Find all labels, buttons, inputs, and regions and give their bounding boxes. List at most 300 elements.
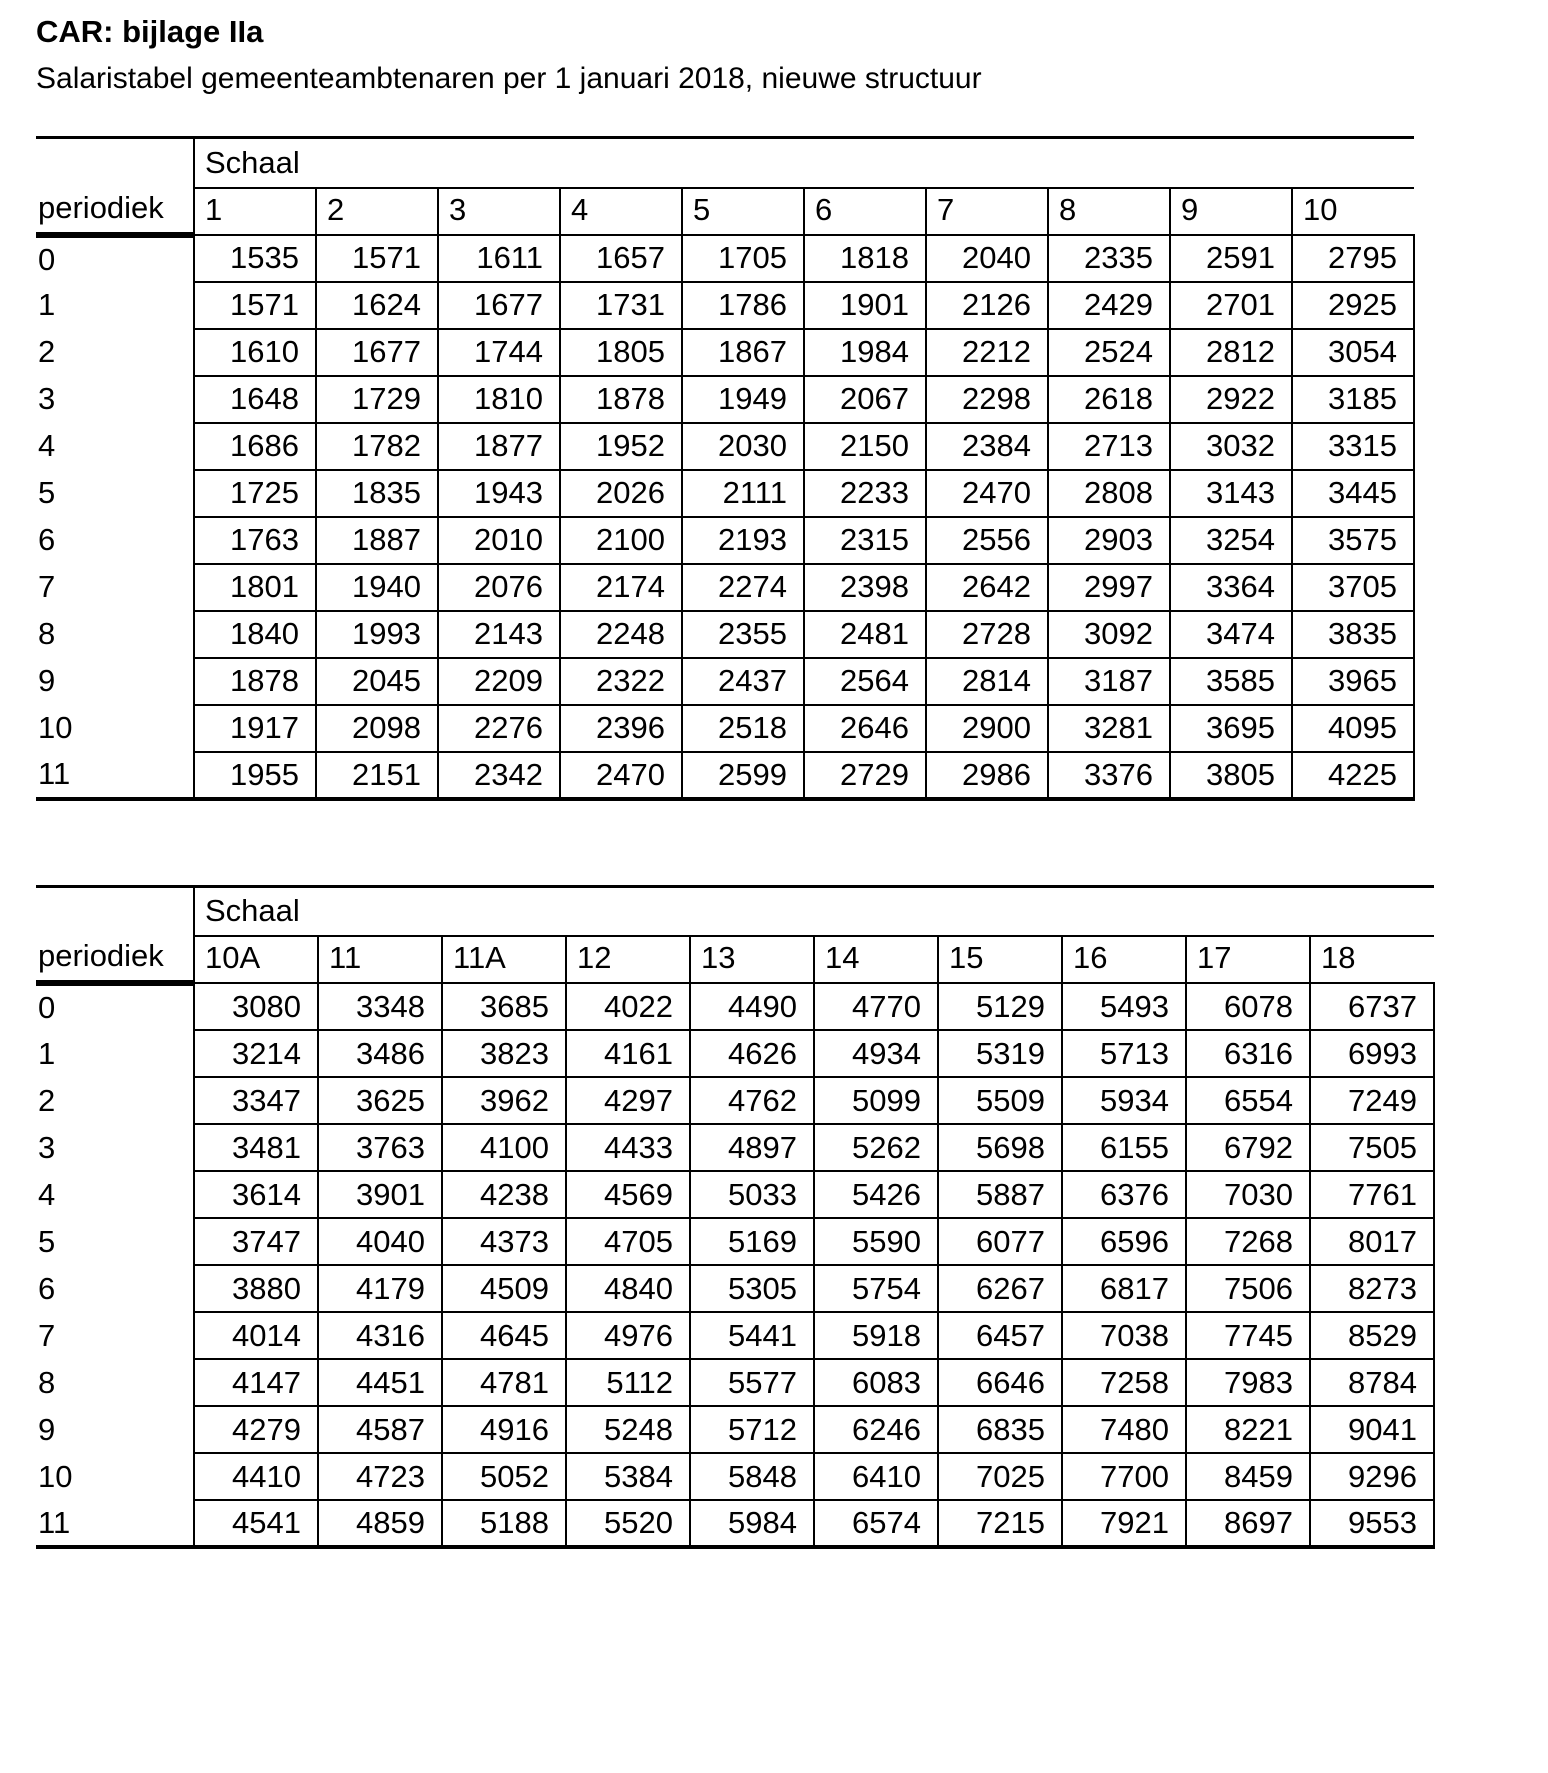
salary-value-cell: 4161: [566, 1030, 690, 1077]
salary-value-cell: 1624: [316, 282, 438, 329]
salary-value-cell: 4705: [566, 1218, 690, 1265]
salary-value-cell: 4859: [318, 1500, 442, 1547]
salary-value-cell: 1744: [438, 329, 560, 376]
salary-value-cell: 2808: [1048, 470, 1170, 517]
salary-value-cell: 3143: [1170, 470, 1292, 517]
periodiek-row-label: 0: [38, 990, 56, 1026]
salary-value-cell: 5520: [566, 1500, 690, 1547]
salary-value-cell: 3901: [318, 1171, 442, 1218]
periodiek-row-label: 6: [38, 1270, 56, 1306]
salary-value-cell: 5248: [566, 1406, 690, 1453]
salary-value-cell: 6792: [1186, 1124, 1310, 1171]
salary-value-cell: 2729: [804, 752, 926, 799]
periodiek-row-label: 7: [38, 569, 56, 605]
salary-value-cell: 6817: [1062, 1265, 1186, 1312]
salary-value-cell: 1782: [316, 423, 438, 470]
salary-value-cell: 2437: [682, 658, 804, 705]
salary-value-cell: 3965: [1292, 658, 1414, 705]
salary-value-cell: 3962: [442, 1077, 566, 1124]
salary-value-cell: 2045: [316, 658, 438, 705]
salary-value-cell: 2903: [1048, 517, 1170, 564]
salary-value-cell: 1763: [194, 517, 316, 564]
salary-value-cell: 2342: [438, 752, 560, 799]
salary-value-cell: 7268: [1186, 1218, 1310, 1265]
salary-value-cell: 6077: [938, 1218, 1062, 1265]
salary-value-cell: 5441: [690, 1312, 814, 1359]
salary-value-cell: 6083: [814, 1359, 938, 1406]
salary-value-cell: 1686: [194, 423, 316, 470]
salary-value-cell: 2396: [560, 705, 682, 752]
salary-value-cell: 2470: [560, 752, 682, 799]
salary-value-cell: 3315: [1292, 423, 1414, 470]
salary-value-cell: 5384: [566, 1453, 690, 1500]
salary-value-cell: 1611: [438, 235, 560, 282]
corner-spacer: [36, 138, 194, 188]
salary-value-cell: 3185: [1292, 376, 1414, 423]
salary-value-cell: 2067: [804, 376, 926, 423]
salary-value-cell: 4095: [1292, 705, 1414, 752]
salary-value-cell: 6646: [938, 1359, 1062, 1406]
schaal-column-header: 14: [814, 936, 938, 983]
table-row: [36, 376, 1414, 423]
schaal-column-header: 9: [1170, 188, 1292, 235]
table-row: [36, 611, 1414, 658]
salary-value-cell: 2922: [1170, 376, 1292, 423]
salary-value-cell: 2795: [1292, 235, 1414, 282]
salary-value-cell: 1878: [194, 658, 316, 705]
salary-value-cell: 8273: [1310, 1265, 1434, 1312]
salary-value-cell: 4587: [318, 1406, 442, 1453]
salary-value-cell: 3080: [194, 983, 318, 1030]
table-row: [36, 1077, 1434, 1124]
salary-value-cell: 3614: [194, 1171, 318, 1218]
table-row: [36, 470, 1414, 517]
salary-value-cell: 2384: [926, 423, 1048, 470]
schaal-column-header: 13: [690, 936, 814, 983]
salary-value-cell: 1725: [194, 470, 316, 517]
salary-value-cell: 3348: [318, 983, 442, 1030]
salary-value-cell: 2814: [926, 658, 1048, 705]
periodiek-row-label: 11: [36, 752, 194, 799]
salary-value-cell: 4022: [566, 983, 690, 1030]
table-row: [36, 1218, 1434, 1265]
salary-value-cell: 4238: [442, 1171, 566, 1218]
salary-value-cell: 2040: [926, 235, 1048, 282]
salary-value-cell: 5984: [690, 1500, 814, 1547]
salary-value-cell: 3092: [1048, 611, 1170, 658]
salary-value-cell: 3585: [1170, 658, 1292, 705]
schaal-column-header: 10A: [194, 936, 318, 983]
salary-value-cell: 1955: [194, 752, 316, 799]
salary-value-cell: 4100: [442, 1124, 566, 1171]
salary-value-cell: 4934: [814, 1030, 938, 1077]
periodiek-row-label: 6: [38, 522, 56, 558]
salary-value-cell: 2900: [926, 705, 1048, 752]
salary-value-cell: 2701: [1170, 282, 1292, 329]
salary-value-cell: 2564: [804, 658, 926, 705]
salary-value-cell: 4014: [194, 1312, 318, 1359]
salary-value-cell: 5754: [814, 1265, 938, 1312]
salary-value-cell: 8784: [1310, 1359, 1434, 1406]
salary-value-cell: 1731: [560, 282, 682, 329]
table-row: [36, 423, 1414, 470]
salary-value-cell: 2274: [682, 564, 804, 611]
salary-value-cell: 8221: [1186, 1406, 1310, 1453]
salary-value-cell: 4626: [690, 1030, 814, 1077]
salary-value-cell: 5099: [814, 1077, 938, 1124]
salary-value-cell: 3187: [1048, 658, 1170, 705]
salary-value-cell: 2618: [1048, 376, 1170, 423]
salary-value-cell: 5493: [1062, 983, 1186, 1030]
periodiek-row-label: 9: [38, 1411, 56, 1447]
salary-value-cell: 3347: [194, 1077, 318, 1124]
salary-value-cell: 3747: [194, 1218, 318, 1265]
salary-value-cell: 2298: [926, 376, 1048, 423]
salary-value-cell: 7215: [938, 1500, 1062, 1547]
salary-value-cell: 4490: [690, 983, 814, 1030]
salary-value-cell: 3695: [1170, 705, 1292, 752]
salary-value-cell: 6596: [1062, 1218, 1186, 1265]
salary-value-cell: 4645: [442, 1312, 566, 1359]
salary-value-cell: 4279: [194, 1406, 318, 1453]
salary-value-cell: 3685: [442, 983, 566, 1030]
salary-value-cell: 2524: [1048, 329, 1170, 376]
salary-value-cell: 1705: [682, 235, 804, 282]
schaal-column-header: 16: [1062, 936, 1186, 983]
salary-value-cell: 5262: [814, 1124, 938, 1171]
salary-value-cell: 1940: [316, 564, 438, 611]
periodiek-header: periodiek: [36, 188, 194, 235]
salary-value-cell: 5319: [938, 1030, 1062, 1077]
table-row: [36, 517, 1414, 564]
salary-value-cell: 3763: [318, 1124, 442, 1171]
salary-value-cell: 2111: [682, 470, 804, 517]
salary-value-cell: 9553: [1310, 1500, 1434, 1547]
salary-value-cell: 7025: [938, 1453, 1062, 1500]
salary-value-cell: 3281: [1048, 705, 1170, 752]
salary-value-cell: 2233: [804, 470, 926, 517]
salary-value-cell: 1805: [560, 329, 682, 376]
schaal-column-header: 7: [926, 188, 1048, 235]
salary-value-cell: 2174: [560, 564, 682, 611]
salary-value-cell: 2030: [682, 423, 804, 470]
salary-value-cell: 2591: [1170, 235, 1292, 282]
schaal-column-header: 8: [1048, 188, 1170, 235]
salary-value-cell: 6835: [938, 1406, 1062, 1453]
periodiek-row-label: 7: [38, 1317, 56, 1353]
salary-value-cell: 3805: [1170, 752, 1292, 799]
salary-value-cell: 5112: [566, 1359, 690, 1406]
salary-value-cell: 4976: [566, 1312, 690, 1359]
salary-value-cell: 1901: [804, 282, 926, 329]
salary-value-cell: 6155: [1062, 1124, 1186, 1171]
page-title: CAR: bijlage IIa: [36, 14, 264, 49]
salary-value-cell: 3835: [1292, 611, 1414, 658]
salary-value-cell: 4762: [690, 1077, 814, 1124]
salary-value-cell: 5590: [814, 1218, 938, 1265]
periodiek-row-label: 9: [38, 663, 56, 699]
schaal-column-header: 11: [318, 936, 442, 983]
table-row: [36, 1453, 1434, 1500]
salary-value-cell: 4433: [566, 1124, 690, 1171]
salary-value-cell: 4897: [690, 1124, 814, 1171]
schaal-column-header: 12: [566, 936, 690, 983]
periodiek-row-label: 3: [38, 381, 56, 417]
schaal-header: Schaal: [194, 138, 1414, 188]
periodiek-row-label: 3: [38, 1129, 56, 1165]
periodiek-row-label: 1: [38, 1035, 56, 1071]
salary-value-cell: 1818: [804, 235, 926, 282]
periodiek-row-label: 11: [36, 1500, 194, 1547]
salary-value-cell: 1657: [560, 235, 682, 282]
salary-value-cell: 5129: [938, 983, 1062, 1030]
salary-value-cell: 2100: [560, 517, 682, 564]
salary-value-cell: 5918: [814, 1312, 938, 1359]
salary-value-cell: 2398: [804, 564, 926, 611]
salary-value-cell: 3705: [1292, 564, 1414, 611]
schaal-column-header: 3: [438, 188, 560, 235]
salary-value-cell: 4297: [566, 1077, 690, 1124]
schaal-column-header: 15: [938, 936, 1062, 983]
salary-value-cell: 5698: [938, 1124, 1062, 1171]
table-row: [36, 282, 1414, 329]
salary-value-cell: 2076: [438, 564, 560, 611]
salary-value-cell: 7480: [1062, 1406, 1186, 1453]
salary-value-cell: 2212: [926, 329, 1048, 376]
page-subtitle: Salaristabel gemeenteambtenaren per 1 januari 2018, nieuwe structuur: [36, 61, 982, 95]
salary-value-cell: 8459: [1186, 1453, 1310, 1500]
periodiek-row-label: 2: [38, 1082, 56, 1118]
periodiek-row-label: 5: [38, 1223, 56, 1259]
table-row: [36, 1265, 1434, 1312]
salary-value-cell: 1952: [560, 423, 682, 470]
salary-value-cell: 2925: [1292, 282, 1414, 329]
salary-value-cell: 2209: [438, 658, 560, 705]
table-row: [36, 1312, 1434, 1359]
salary-value-cell: 7505: [1310, 1124, 1434, 1171]
salary-value-cell: 5033: [690, 1171, 814, 1218]
salary-value-cell: 2429: [1048, 282, 1170, 329]
salary-value-cell: 3054: [1292, 329, 1414, 376]
salary-value-cell: 4179: [318, 1265, 442, 1312]
salary-value-cell: 5509: [938, 1077, 1062, 1124]
salary-value-cell: 7038: [1062, 1312, 1186, 1359]
salary-value-cell: 1810: [438, 376, 560, 423]
schaal-column-header: 1: [194, 188, 316, 235]
salary-value-cell: 4723: [318, 1453, 442, 1500]
salary-value-cell: 6376: [1062, 1171, 1186, 1218]
salary-value-cell: 3481: [194, 1124, 318, 1171]
salary-value-cell: 3445: [1292, 470, 1414, 517]
salary-value-cell: 5712: [690, 1406, 814, 1453]
salary-value-cell: 2010: [438, 517, 560, 564]
salary-value-cell: 2150: [804, 423, 926, 470]
salary-value-cell: 4541: [194, 1500, 318, 1547]
salary-value-cell: 2126: [926, 282, 1048, 329]
salary-value-cell: 3625: [318, 1077, 442, 1124]
salary-value-cell: 2642: [926, 564, 1048, 611]
table-row: [36, 1500, 1434, 1547]
salary-value-cell: 1535: [194, 235, 316, 282]
periodiek-row-label: 4: [38, 428, 56, 464]
salary-value-cell: 7761: [1310, 1171, 1434, 1218]
salary-value-cell: 2026: [560, 470, 682, 517]
salary-value-cell: 7921: [1062, 1500, 1186, 1547]
salary-value-cell: 9296: [1310, 1453, 1434, 1500]
table-row: [36, 564, 1414, 611]
salary-value-cell: 2193: [682, 517, 804, 564]
salary-value-cell: 2556: [926, 517, 1048, 564]
salary-value-cell: 3880: [194, 1265, 318, 1312]
salary-value-cell: 4509: [442, 1265, 566, 1312]
schaal-column-header: 5: [682, 188, 804, 235]
salary-value-cell: 1949: [682, 376, 804, 423]
salary-value-cell: 2470: [926, 470, 1048, 517]
table-row: [36, 235, 1414, 282]
salary-value-cell: 5169: [690, 1218, 814, 1265]
salary-value-cell: 4840: [566, 1265, 690, 1312]
salary-value-cell: 4770: [814, 983, 938, 1030]
salary-value-cell: 1877: [438, 423, 560, 470]
salary-value-cell: 1993: [316, 611, 438, 658]
salary-value-cell: 6246: [814, 1406, 938, 1453]
periodiek-row-label: 5: [38, 475, 56, 511]
salary-value-cell: 3823: [442, 1030, 566, 1077]
salary-value-cell: 8529: [1310, 1312, 1434, 1359]
salary-value-cell: 1786: [682, 282, 804, 329]
salary-value-cell: 1571: [316, 235, 438, 282]
salary-value-cell: 7249: [1310, 1077, 1434, 1124]
table-row: [36, 1359, 1434, 1406]
salary-value-cell: 6457: [938, 1312, 1062, 1359]
salary-value-cell: 7258: [1062, 1359, 1186, 1406]
salary-value-cell: 2335: [1048, 235, 1170, 282]
periodiek-row-label: 10: [38, 1458, 73, 1494]
salary-value-cell: 2728: [926, 611, 1048, 658]
salary-value-cell: 2098: [316, 705, 438, 752]
salary-value-cell: 8697: [1186, 1500, 1310, 1547]
salary-value-cell: 5188: [442, 1500, 566, 1547]
periodiek-row-label: 4: [38, 1176, 56, 1212]
salary-value-cell: 1943: [438, 470, 560, 517]
salary-value-cell: 4225: [1292, 752, 1414, 799]
salary-value-cell: 3214: [194, 1030, 318, 1077]
salary-value-cell: 5848: [690, 1453, 814, 1500]
salary-value-cell: 2322: [560, 658, 682, 705]
salary-value-cell: 2143: [438, 611, 560, 658]
salary-value-cell: 2248: [560, 611, 682, 658]
periodiek-row-label: 2: [38, 334, 56, 370]
salary-value-cell: 5934: [1062, 1077, 1186, 1124]
schaal-column-header: 4: [560, 188, 682, 235]
schaal-column-header: 18: [1310, 936, 1434, 983]
table-row: [36, 1124, 1434, 1171]
salary-value-cell: 1835: [316, 470, 438, 517]
schaal-column-header: 6: [804, 188, 926, 235]
salary-value-cell: 4916: [442, 1406, 566, 1453]
schaal-column-header: 11A: [442, 936, 566, 983]
salary-value-cell: 1801: [194, 564, 316, 611]
salary-value-cell: 1610: [194, 329, 316, 376]
salary-value-cell: 4410: [194, 1453, 318, 1500]
table-row: [36, 329, 1414, 376]
salary-table-schaal-10a-18: [36, 885, 1435, 1550]
salary-value-cell: 2646: [804, 705, 926, 752]
salary-value-cell: 6574: [814, 1500, 938, 1547]
salary-value-cell: 9041: [1310, 1406, 1434, 1453]
salary-value-cell: 5052: [442, 1453, 566, 1500]
salary-value-cell: 2518: [682, 705, 804, 752]
table-row: [36, 983, 1434, 1030]
salary-value-cell: 1677: [316, 329, 438, 376]
salary-value-cell: 6554: [1186, 1077, 1310, 1124]
salary-value-cell: 4040: [318, 1218, 442, 1265]
salary-value-cell: 6737: [1310, 983, 1434, 1030]
salary-value-cell: 2276: [438, 705, 560, 752]
salary-value-cell: 1729: [316, 376, 438, 423]
salary-value-cell: 1917: [194, 705, 316, 752]
table-row: [36, 1171, 1434, 1218]
salary-value-cell: 7506: [1186, 1265, 1310, 1312]
salary-value-cell: 5426: [814, 1171, 938, 1218]
salary-value-cell: 1878: [560, 376, 682, 423]
salary-value-cell: 6410: [814, 1453, 938, 1500]
salary-value-cell: 2713: [1048, 423, 1170, 470]
salary-value-cell: 5713: [1062, 1030, 1186, 1077]
periodiek-header: periodiek: [36, 936, 194, 983]
periodiek-row-label: 10: [38, 710, 73, 746]
salary-value-cell: 2599: [682, 752, 804, 799]
salary-value-cell: 3376: [1048, 752, 1170, 799]
salary-value-cell: 2315: [804, 517, 926, 564]
table-row: [36, 1030, 1434, 1077]
salary-value-cell: 1648: [194, 376, 316, 423]
salary-value-cell: 6078: [1186, 983, 1310, 1030]
salary-value-cell: 5887: [938, 1171, 1062, 1218]
salary-value-cell: 4569: [566, 1171, 690, 1218]
schaal-header: Schaal: [194, 886, 1434, 936]
salary-value-cell: 3486: [318, 1030, 442, 1077]
schaal-column-header: 2: [316, 188, 438, 235]
salary-value-cell: 6993: [1310, 1030, 1434, 1077]
salary-value-cell: 1677: [438, 282, 560, 329]
salary-value-cell: 8017: [1310, 1218, 1434, 1265]
table-row: [36, 705, 1414, 752]
salary-value-cell: 4781: [442, 1359, 566, 1406]
table-row: [36, 1406, 1434, 1453]
corner-spacer: [36, 886, 194, 936]
salary-value-cell: 4373: [442, 1218, 566, 1265]
salary-value-cell: 6316: [1186, 1030, 1310, 1077]
salary-value-cell: 2812: [1170, 329, 1292, 376]
salary-value-cell: 5577: [690, 1359, 814, 1406]
salary-value-cell: 1571: [194, 282, 316, 329]
salary-value-cell: 1867: [682, 329, 804, 376]
schaal-column-header: 10: [1292, 188, 1414, 235]
periodiek-row-label: 8: [38, 616, 56, 652]
schaal-column-header: 17: [1186, 936, 1310, 983]
salary-value-cell: 3364: [1170, 564, 1292, 611]
salary-value-cell: 4147: [194, 1359, 318, 1406]
salary-value-cell: 4451: [318, 1359, 442, 1406]
salary-value-cell: 7030: [1186, 1171, 1310, 1218]
salary-value-cell: 3575: [1292, 517, 1414, 564]
salary-value-cell: 2355: [682, 611, 804, 658]
salary-value-cell: 1984: [804, 329, 926, 376]
salary-value-cell: 1840: [194, 611, 316, 658]
table-row: [36, 752, 1414, 799]
salary-value-cell: 7745: [1186, 1312, 1310, 1359]
